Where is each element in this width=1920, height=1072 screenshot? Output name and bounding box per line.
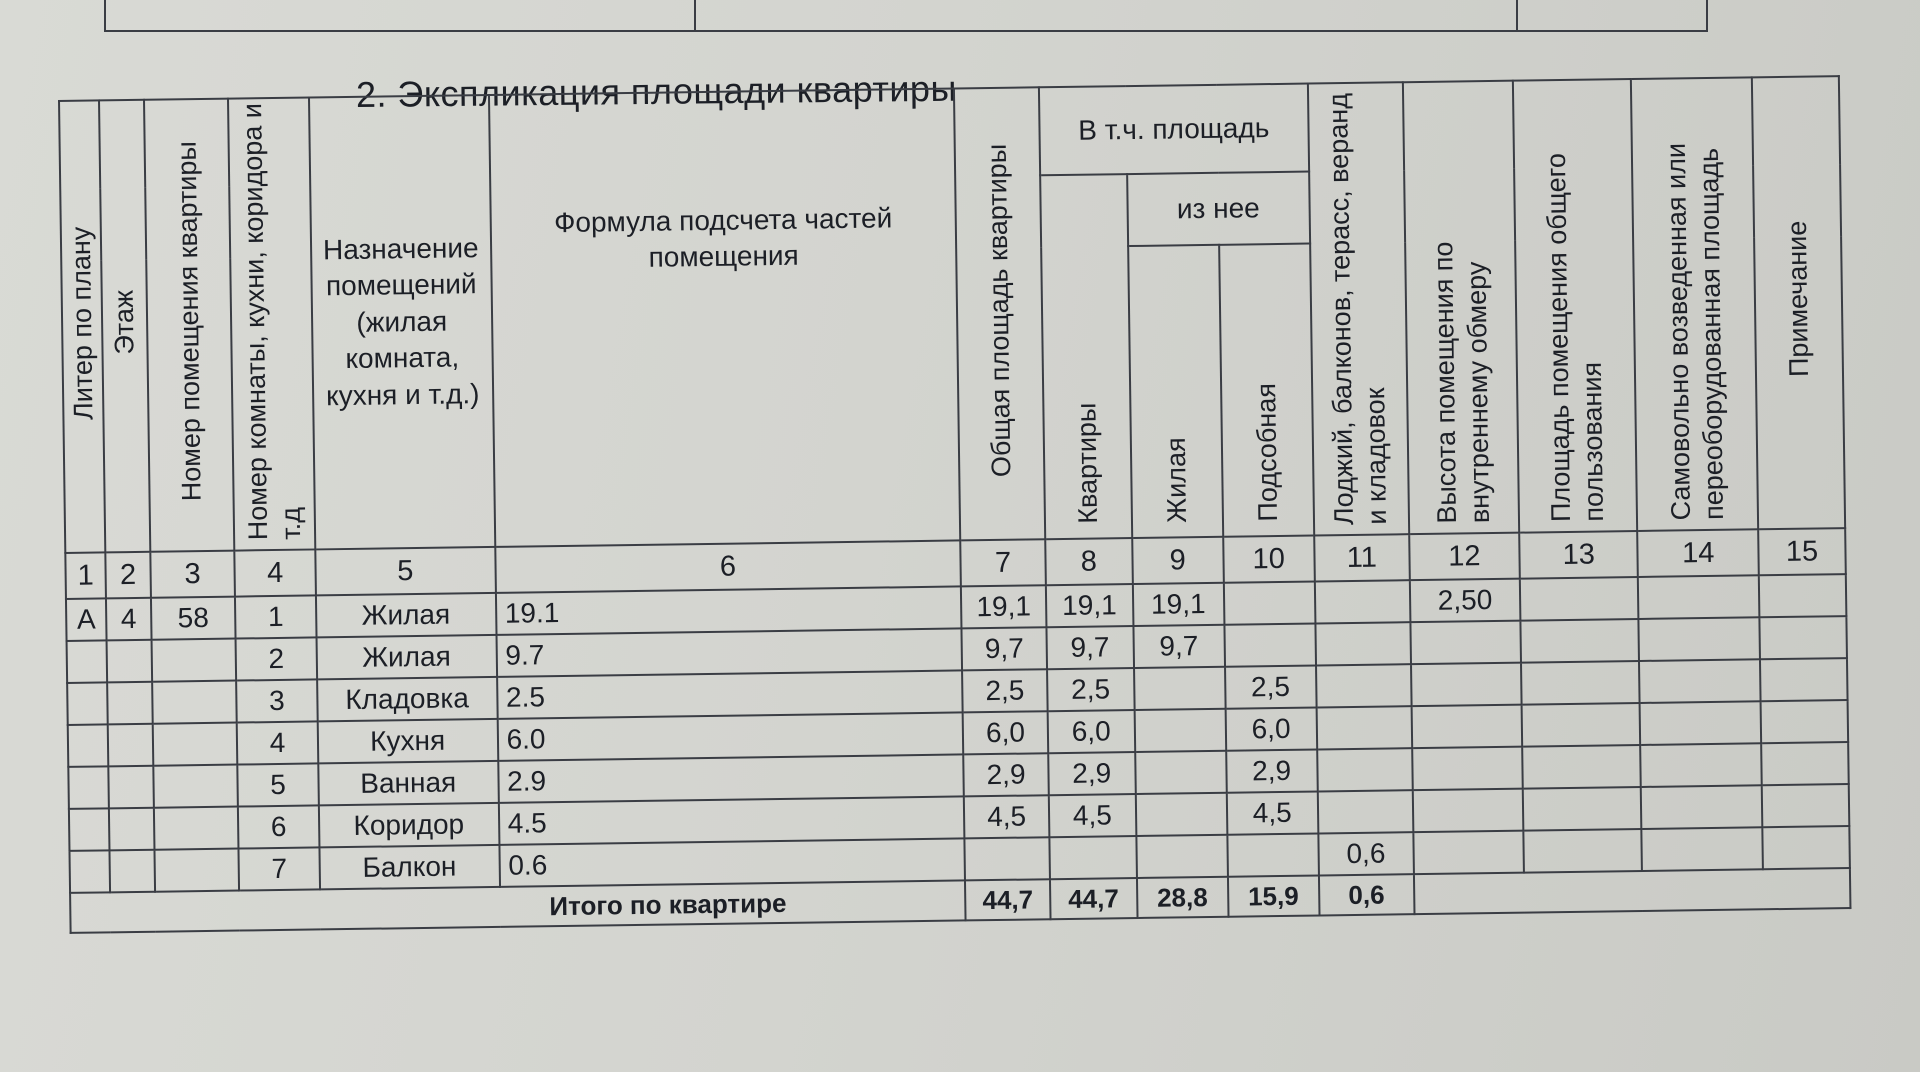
cell-total-area: 4,5 bbox=[964, 795, 1049, 838]
cell-apartment-area: 6,0 bbox=[1048, 710, 1135, 753]
table-divider bbox=[1516, 0, 1518, 30]
cell-floor bbox=[107, 640, 152, 683]
cell-liter bbox=[69, 850, 110, 893]
total-total-area: 44,7 bbox=[965, 879, 1050, 920]
cell-purpose: Коридор bbox=[319, 803, 499, 848]
cell-living-area: 19,1 bbox=[1133, 583, 1225, 626]
cell-apartment-area: 2,9 bbox=[1048, 752, 1135, 795]
cell-apartment-area: 4,5 bbox=[1049, 794, 1136, 837]
section-title: 2. Экспликация площади квартиры bbox=[355, 67, 958, 115]
cell-apartment bbox=[152, 681, 237, 724]
total-auxiliary-area: 15,9 bbox=[1228, 875, 1320, 916]
cell-auxiliary-area bbox=[1224, 582, 1316, 625]
cell-height: 2,50 bbox=[1410, 579, 1521, 623]
cell-purpose: Жилая bbox=[316, 593, 496, 638]
cell-total-area: 2,5 bbox=[962, 669, 1047, 712]
column-number: 8 bbox=[1045, 538, 1132, 585]
cell-balcony-area: 0,6 bbox=[1318, 832, 1414, 875]
cell-auxiliary-area: 6,0 bbox=[1225, 707, 1317, 750]
explication-table bbox=[58, 75, 1851, 934]
cell-common-area bbox=[1520, 619, 1639, 663]
header-illegal-area: Самовольно возведенная или переоборудованная площадь bbox=[1631, 77, 1758, 531]
cell-floor: 4 bbox=[106, 598, 151, 641]
cell-formula: 6.0 bbox=[497, 712, 963, 760]
cell-floor bbox=[107, 682, 152, 725]
cell-liter bbox=[68, 724, 109, 767]
column-number: 14 bbox=[1638, 529, 1759, 577]
header-apartment-number: Номер помещения квартиры bbox=[144, 99, 235, 552]
cell-floor bbox=[109, 808, 154, 851]
cell-room: 4 bbox=[237, 721, 318, 764]
header-balcony-area: Лоджий, балконов, терасс, веранд и кладовок bbox=[1308, 82, 1410, 535]
cell-liter bbox=[67, 640, 108, 683]
column-number: 10 bbox=[1223, 536, 1315, 583]
cell-auxiliary-area bbox=[1227, 833, 1319, 876]
cell-height bbox=[1412, 705, 1523, 749]
cell-note bbox=[1761, 742, 1848, 785]
total-living-area: 28,8 bbox=[1137, 877, 1229, 918]
cell-liter bbox=[68, 766, 109, 809]
cell-living-area bbox=[1135, 751, 1227, 794]
column-number: 5 bbox=[315, 547, 496, 596]
column-number: 7 bbox=[960, 539, 1045, 586]
cell-common-area bbox=[1522, 703, 1641, 747]
cell-living-area bbox=[1136, 835, 1228, 878]
header-liter: Литер по плану bbox=[59, 100, 106, 553]
column-number: 3 bbox=[150, 551, 235, 598]
cell-auxiliary-area: 4,5 bbox=[1226, 791, 1318, 834]
cell-floor bbox=[110, 850, 155, 893]
cell-illegal-area bbox=[1638, 575, 1759, 619]
cell-illegal-area bbox=[1639, 617, 1760, 661]
cell-note bbox=[1759, 616, 1846, 659]
cell-apartment bbox=[154, 807, 239, 850]
cell-purpose: Кухня bbox=[317, 719, 497, 764]
cell-total-area: 9,7 bbox=[962, 627, 1047, 670]
header-floor: Этаж bbox=[99, 100, 150, 553]
cell-common-area bbox=[1520, 577, 1639, 621]
column-number: 4 bbox=[235, 549, 316, 596]
cell-apartment-area: 19,1 bbox=[1046, 584, 1133, 627]
totals-blank bbox=[1414, 868, 1851, 914]
cell-total-area: 19,1 bbox=[961, 585, 1046, 628]
cell-height bbox=[1413, 831, 1524, 875]
cell-purpose: Балкон bbox=[319, 845, 499, 890]
cell-apartment-area: 9,7 bbox=[1046, 626, 1133, 669]
cell-note bbox=[1760, 658, 1847, 701]
cell-total-area: 2,9 bbox=[963, 753, 1048, 796]
cell-room: 2 bbox=[236, 637, 317, 680]
header-common-area: Площадь помещения общего пользования bbox=[1513, 79, 1638, 533]
header-formula: Формула подсчета частей помещения bbox=[489, 88, 961, 546]
cell-formula: 2.9 bbox=[498, 754, 964, 802]
cell-purpose: Кладовка bbox=[317, 677, 497, 722]
column-number: 2 bbox=[106, 552, 151, 599]
cell-liter bbox=[67, 682, 108, 725]
cell-apartment-area: 2,5 bbox=[1047, 668, 1134, 711]
cell-apartment bbox=[153, 765, 238, 808]
cell-common-area bbox=[1521, 661, 1640, 705]
header-living-area: Жилая bbox=[1128, 245, 1223, 538]
header-height: Высота помещения по внутреннему обмеру bbox=[1403, 81, 1519, 534]
cell-balcony-area bbox=[1317, 790, 1413, 833]
column-number: 1 bbox=[65, 552, 106, 599]
cell-auxiliary-area: 2,5 bbox=[1225, 665, 1317, 708]
explication-table-wrapper bbox=[58, 75, 1851, 934]
cell-room: 1 bbox=[235, 595, 316, 638]
cell-balcony-area bbox=[1315, 580, 1411, 623]
cell-formula: 0.6 bbox=[499, 838, 965, 886]
header-group-in-total: В т.ч. площадь bbox=[1039, 84, 1309, 176]
cell-formula: 2.5 bbox=[497, 670, 963, 718]
header-group-of-it: из нее bbox=[1127, 172, 1310, 247]
cell-purpose: Ванная bbox=[318, 761, 498, 806]
cell-illegal-area bbox=[1641, 785, 1762, 829]
cell-note bbox=[1762, 826, 1849, 869]
cell-illegal-area bbox=[1639, 659, 1760, 703]
cell-apartment-area bbox=[1049, 836, 1136, 879]
cell-formula: 19.1 bbox=[496, 586, 962, 634]
cell-total-area: 6,0 bbox=[963, 711, 1048, 754]
total-apartment-area: 44,7 bbox=[1050, 878, 1137, 919]
column-number: 6 bbox=[495, 540, 961, 592]
cell-liter bbox=[69, 808, 110, 851]
cell-living-area: 9,7 bbox=[1133, 625, 1225, 668]
cell-common-area bbox=[1522, 745, 1641, 789]
column-number: 9 bbox=[1132, 537, 1224, 584]
cell-floor bbox=[108, 724, 153, 767]
cell-note bbox=[1762, 784, 1849, 827]
cell-illegal-area bbox=[1641, 743, 1762, 787]
cell-apartment bbox=[151, 639, 236, 682]
cell-illegal-area bbox=[1640, 701, 1761, 745]
cell-balcony-area bbox=[1316, 706, 1412, 749]
cell-apartment: 58 bbox=[151, 597, 236, 640]
cell-purpose: Жилая bbox=[316, 635, 496, 680]
cell-common-area bbox=[1523, 787, 1642, 831]
header-apartment-area: Квартиры bbox=[1040, 174, 1132, 539]
cell-auxiliary-area: 2,9 bbox=[1226, 749, 1318, 792]
header-note: Примечание bbox=[1752, 76, 1845, 529]
cell-formula: 9.7 bbox=[496, 628, 962, 676]
cell-illegal-area bbox=[1642, 827, 1763, 871]
cell-auxiliary-area bbox=[1224, 623, 1316, 666]
cell-balcony-area bbox=[1317, 748, 1413, 791]
cell-balcony-area bbox=[1316, 664, 1412, 707]
column-number: 13 bbox=[1519, 531, 1638, 579]
totals-label: Итого по квартире bbox=[70, 880, 966, 932]
cell-room: 6 bbox=[238, 805, 319, 848]
cell-floor bbox=[109, 766, 154, 809]
cell-living-area bbox=[1135, 793, 1227, 836]
cell-living-area bbox=[1134, 667, 1226, 710]
cell-formula: 4.5 bbox=[498, 796, 964, 844]
cell-height bbox=[1410, 621, 1521, 665]
previous-table-fragment bbox=[104, 0, 1708, 32]
cell-height bbox=[1413, 789, 1524, 833]
header-room-number: Номер комнаты, кухни, коридора и т.д bbox=[228, 97, 315, 550]
total-balcony-area: 0,6 bbox=[1319, 874, 1415, 915]
header-purpose: Назначение помещений (жилая комната, кухня и т.д.) bbox=[309, 95, 495, 549]
cell-note bbox=[1761, 700, 1848, 743]
cell-apartment bbox=[154, 849, 239, 892]
header-total-area: Общая площадь квартиры bbox=[954, 87, 1045, 540]
cell-height bbox=[1411, 663, 1522, 707]
column-number: 15 bbox=[1758, 528, 1846, 575]
cell-common-area bbox=[1523, 829, 1642, 873]
cell-height bbox=[1412, 747, 1523, 791]
cell-liter: А bbox=[66, 598, 107, 641]
column-number: 11 bbox=[1314, 534, 1410, 581]
cell-apartment bbox=[152, 723, 237, 766]
header-auxiliary-area: Подсобная bbox=[1219, 244, 1314, 537]
cell-note bbox=[1759, 574, 1846, 617]
cell-balcony-area bbox=[1315, 622, 1411, 665]
cell-room: 3 bbox=[236, 679, 317, 722]
column-number: 12 bbox=[1409, 533, 1520, 581]
table-divider bbox=[694, 0, 696, 30]
cell-room: 5 bbox=[238, 763, 319, 806]
cell-living-area bbox=[1134, 709, 1226, 752]
cell-room: 7 bbox=[239, 847, 320, 890]
cell-total-area bbox=[965, 837, 1050, 880]
